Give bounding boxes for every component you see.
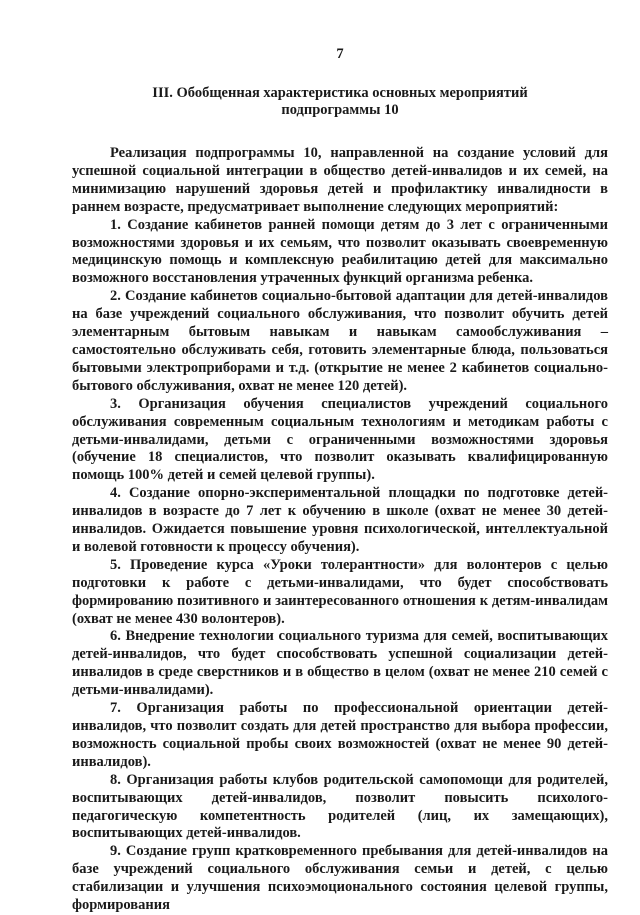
paragraph-item-6: 6. Внедрение технологии социального туризма для семей, воспитывающих детей-инвалидов, что будет способствовать успешной социализации детей-инвалидов в среде сверстников и в общество в целом (охват не менее 210 семей с детьми-инвалидами). [72,628,608,699]
paragraph-item-8: 8. Организация работы клубов родительской самопомощи для родителей, воспитывающих детей-инвалидов, позволит повысить психолого-педагогическую компетентность родителей (лиц, их замещающих), воспитывающих детей-инвалидов. [72,771,608,842]
paragraph-item-5: 5. Проведение курса «Уроки толерантности» для волонтеров с целью подготовки к работе с детьми-инвалидами, что будет способствовать формированию позитивного и заинтересованного отношения к детям-инвалидам (охват не менее 430 волонтеров). [72,556,608,627]
paragraph-item-9: 9. Создание групп кратковременного пребывания для детей-инвалидов на базе учреждений социального обслуживания семьи и детей, с целью стабилизации и улучшения психоэмоционального состояния целевой группы, формирования [72,843,608,914]
paragraph-item-1: 1. Создание кабинетов ранней помощи детям до 3 лет с ограниченными возможностями здоровья и их семьям, что позволит оказывать своевременную медицинскую помощь и комплексную реабилитацию детей для максимально возможного восстановления утраченных функций организма ребенка. [72,216,608,287]
paragraph-item-4: 4. Создание опорно-экспериментальной площадки по подготовке детей-инвалидов в возрасте до 7 лет к обучению в школе (охват не менее 30 детей-инвалидов. Ожидается повышение уровня психологической, интеллектуальной и волевой готовности к процессу обучения). [72,485,608,555]
section-title-line-1: III. Обобщенная характеристика основных мероприятий [152,85,528,101]
paragraph-item-7: 7. Организация работы по профессиональной ориентации детей-инвалидов, что позволит создать для детей пространство для выбора профессии, возможность социальной пробы своих возможностей (охват не менее 90 детей-инвалидов). [72,700,608,770]
section-title [72,85,608,119]
document-body [72,145,608,915]
section-title-line-2: подпрограммы 10 [281,102,399,118]
paragraph-item-3: 3. Организация обучения специалистов учреждений социального обслуживания современным социальным технологиям и методикам работы с детьми-инвалидами, детьми с ограниченными возможностями здоровья (обучение 18 специалистов, что позволит оказывать квалифицированную помощь 100% детей и семей целевой группы). [72,395,608,484]
page-number: 7 [336,46,344,62]
paragraph-intro: Реализация подпрограммы 10, направленной на создание условий для успешной социальной интеграции в общество детей-инвалидов и их семей, на минимизацию нарушений здоровья детей и профилактику инвалидности в раннем возрасте, предусматривает выполнение следующих мероприятий: [72,145,608,215]
paragraph-item-2: 2. Создание кабинетов социально-бытовой адаптации для детей-инвалидов на базе учреждений социального обслуживания, что позволит обучить детей элементарным бытовым навыкам и навыкам самообслуживания – самостоятельно обслуживать себя, готовить элементарные блюда, пользоваться бытовыми электроприборами и т.д. (открытие не менее 2 кабинетов социально-бытового обслуживания, охват не менее 120 детей). [72,288,608,394]
